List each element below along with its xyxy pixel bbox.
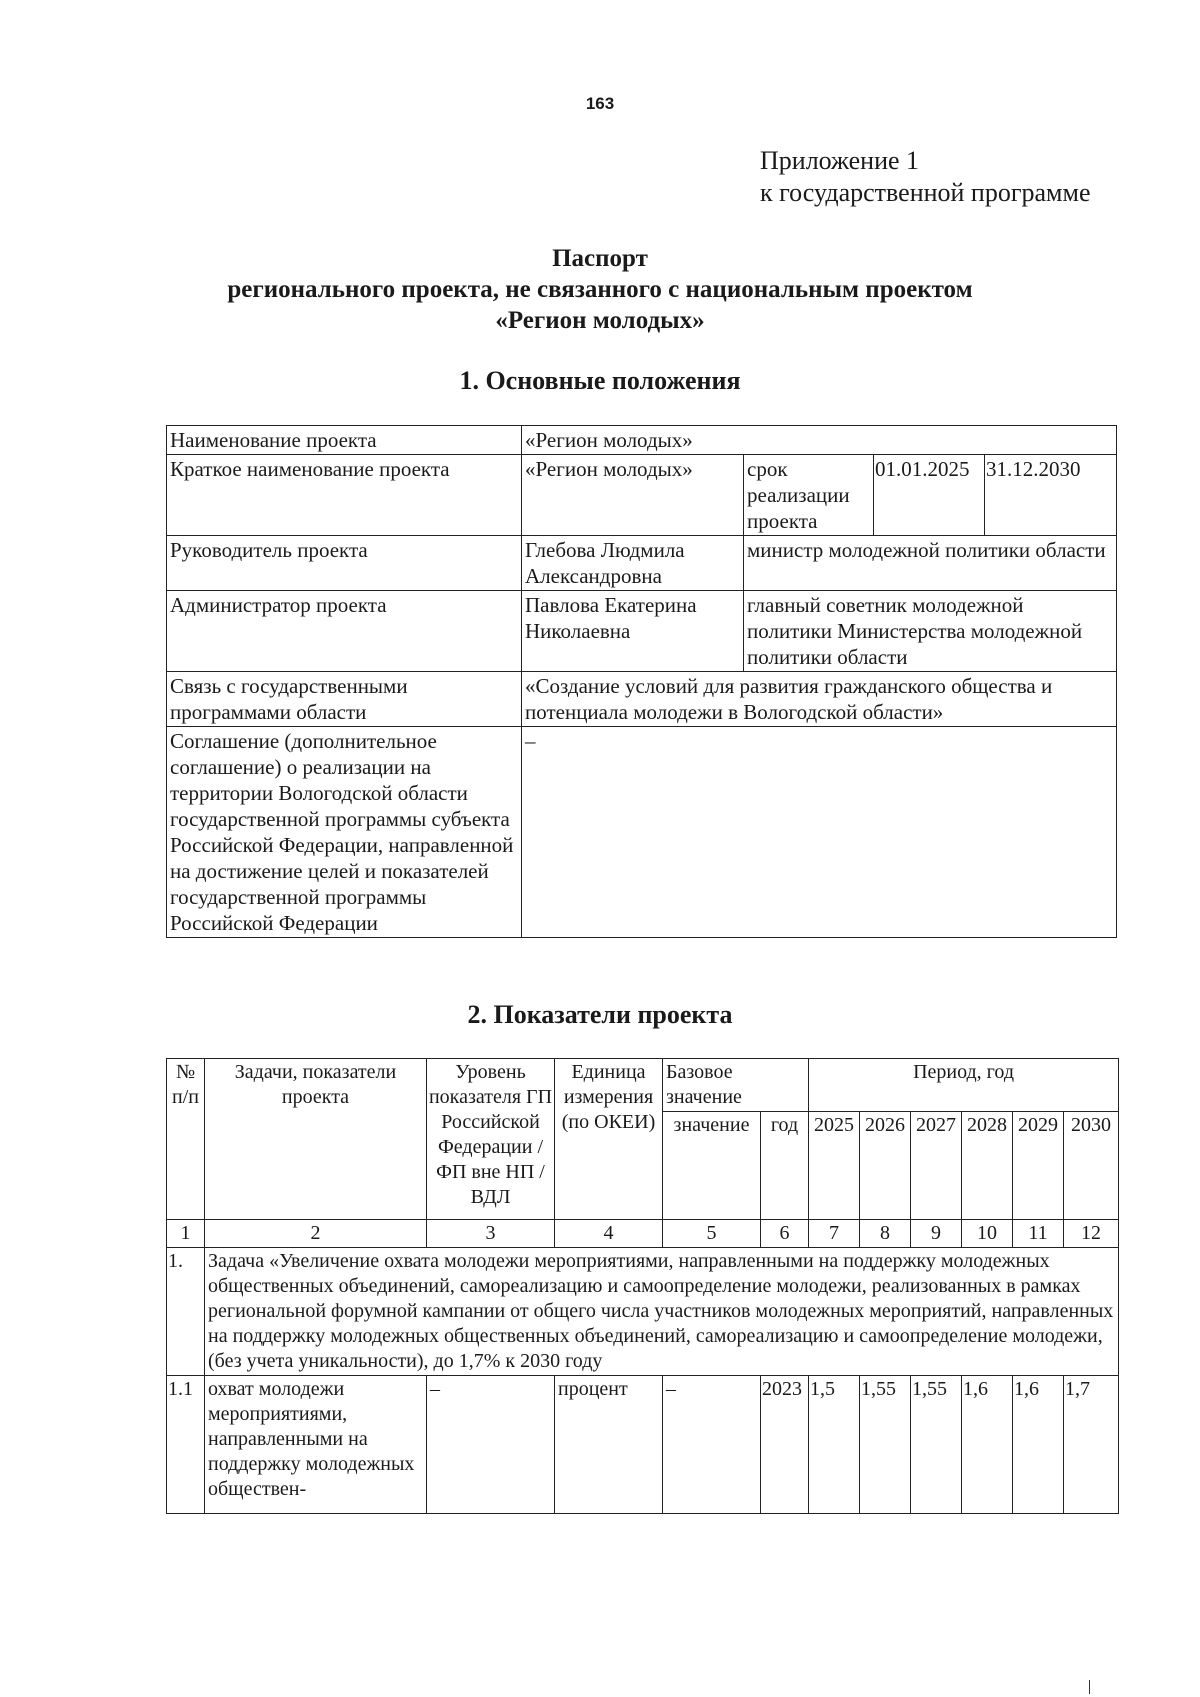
programs-link-value: «Создание условий для развития гражданского общества и потенциала молодежи в Вологодской области» — [522, 672, 1117, 727]
column-number: 5 — [663, 1220, 761, 1248]
project-indicators-table — [166, 1058, 1119, 1514]
column-number: 3 — [427, 1220, 555, 1248]
header-year: 2029 — [1013, 1112, 1064, 1220]
term-end: 31.12.2030 — [985, 455, 1117, 536]
section-2-title: 2. Показатели проекта — [467, 1000, 733, 1029]
header-year: 2028 — [962, 1112, 1013, 1220]
project-name-label: Наименование проекта — [167, 426, 522, 455]
project-head-label: Руководитель проекта — [167, 536, 522, 591]
scan-mark — [1089, 1680, 1090, 1694]
header-tasks: Задачи, показатели проекта — [205, 1059, 427, 1220]
column-number: 10 — [962, 1220, 1013, 1248]
header-base: Базовое значение — [663, 1059, 809, 1112]
short-name-label: Краткое наименование проекта — [167, 455, 522, 536]
basic-provisions-table — [166, 425, 1117, 938]
header-year: 2027 — [911, 1112, 962, 1220]
appendix-note — [760, 145, 1091, 209]
column-number: 2 — [205, 1220, 427, 1248]
indicator-unit: процент — [555, 1376, 663, 1514]
short-name-value: «Регион молодых» — [522, 455, 744, 536]
indicator-name: охват молодежи мероприятиями, направленными на поддержку молодежных обществен- — [205, 1376, 427, 1514]
column-number: 4 — [555, 1220, 663, 1248]
appendix-line-2: к государственной программе — [760, 178, 1091, 207]
column-number: 12 — [1064, 1220, 1119, 1248]
title-line-3: «Регион молодых» — [495, 307, 705, 334]
term-label: срок реализации проекта — [744, 455, 874, 536]
title-line-1: Паспорт — [552, 245, 648, 272]
header-period: Период, год — [809, 1059, 1119, 1112]
indicator-value: 1,7 — [1064, 1376, 1119, 1514]
indicator-value: 1,6 — [962, 1376, 1013, 1514]
table-row — [167, 727, 1117, 938]
header-base-value: значение — [663, 1112, 761, 1220]
table-row — [167, 426, 1117, 455]
indicator-value: 1,55 — [860, 1376, 911, 1514]
project-admin-position: главный советник молодежной политики Министерства молодежной политики области — [744, 591, 1117, 672]
agreement-value: – — [522, 727, 1117, 938]
header-year: 2026 — [860, 1112, 911, 1220]
indicator-value: 1,55 — [911, 1376, 962, 1514]
column-number: 11 — [1013, 1220, 1064, 1248]
project-admin-label: Администратор проекта — [167, 591, 522, 672]
column-number: 9 — [911, 1220, 962, 1248]
column-number: 7 — [809, 1220, 860, 1248]
section-1-title: 1. Основные положения — [459, 366, 741, 395]
indicator-level: – — [427, 1376, 555, 1514]
title-line-2: регионального проекта, не связанного с национальным проектом — [227, 276, 973, 303]
header-num: № п/п — [167, 1059, 205, 1220]
project-name-value: «Регион молодых» — [522, 426, 1117, 455]
column-number: 6 — [761, 1220, 809, 1248]
indicator-row — [167, 1376, 1119, 1514]
column-number-row — [167, 1220, 1119, 1248]
table-row — [167, 455, 1117, 536]
column-number: 8 — [860, 1220, 911, 1248]
document-title — [0, 243, 1200, 336]
task-num: 1. — [167, 1248, 205, 1376]
task-row — [167, 1248, 1119, 1376]
indicator-value: 1,5 — [809, 1376, 860, 1514]
column-number: 1 — [167, 1220, 205, 1248]
table-row — [167, 591, 1117, 672]
term-start: 01.01.2025 — [874, 455, 985, 536]
indicator-num: 1.1 — [167, 1376, 205, 1514]
header-level: Уровень показателя ГП Российской Федерации / ФП вне НП / ВДЛ — [427, 1059, 555, 1220]
table-row — [167, 672, 1117, 727]
header-year: 2025 — [809, 1112, 860, 1220]
indicator-value: 1,6 — [1013, 1376, 1064, 1514]
header-unit: Единица измерения (по ОКЕИ) — [555, 1059, 663, 1220]
agreement-label: Соглашение (дополнительное соглашение) о реализации на территории Вологодской области государственной программы субъекта Российской Федерации, направленной на достижение целей и показателей государственной программы Российской Федерации — [167, 727, 522, 938]
project-head-name: Глебова Людмила Александровна — [522, 536, 744, 591]
table-header-row — [167, 1059, 1119, 1112]
task-text: Задача «Увеличение охвата молодежи мероприятиями, направленными на поддержку молодежных общественных объединений, самореализацию и самоопределение молодежи, реализованных в рамках региональной форумной кампании от общего числа участников молодежных мероприятий, направленных на поддержку молодежных общественных объединений, самореализацию и самоопределение молодежи, (без учета уникальности), до 1,7% к 2030 году — [205, 1248, 1119, 1376]
project-admin-name: Павлова Екатерина Николаевна — [522, 591, 744, 672]
appendix-line-1: Приложение 1 — [760, 146, 920, 175]
header-base-year: год — [761, 1112, 809, 1220]
project-head-position: министр молодежной политики области — [744, 536, 1117, 591]
indicator-base-value: – — [663, 1376, 761, 1514]
indicator-base-year: 2023 — [761, 1376, 809, 1514]
page-number: 163 — [585, 94, 615, 113]
table-row — [167, 536, 1117, 591]
programs-link-label: Связь с государственными программами области — [167, 672, 522, 727]
header-year: 2030 — [1064, 1112, 1119, 1220]
